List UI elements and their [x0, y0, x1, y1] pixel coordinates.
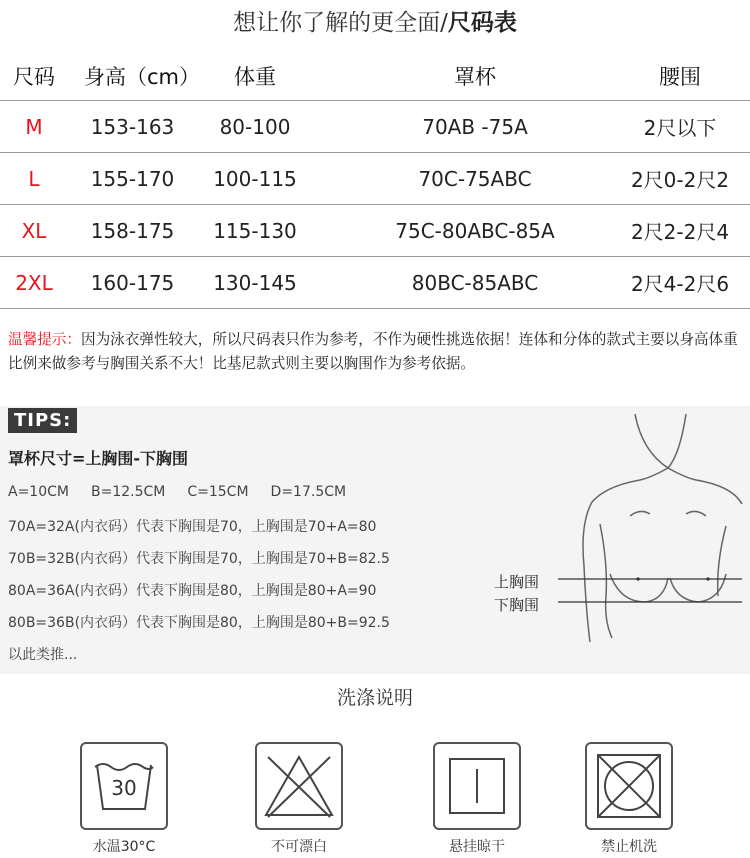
table-row: [0, 257, 750, 309]
weight-cell: 130-145: [213, 270, 297, 295]
weight-cell: 100-115: [213, 166, 297, 191]
cup-cell: 80BC-85ABC: [411, 270, 539, 295]
no-tumble-dry-icon: [585, 742, 673, 830]
body-measurement-figure: [480, 406, 750, 674]
cup-sizes: [8, 484, 346, 500]
wash-30-icon: [80, 742, 168, 830]
table-row: [0, 101, 750, 153]
notice-label: 温馨提示：: [8, 331, 81, 348]
height-cell: 155-170: [90, 166, 175, 191]
waist-cell: 2尺以下: [643, 116, 717, 140]
size-cell: M: [25, 114, 43, 139]
wash-title: 洗涤说明: [336, 687, 413, 709]
torso-outline-icon: [480, 406, 750, 674]
waist-cell: 2尺4-2尺6: [630, 272, 730, 296]
tips-line: 以此类推...: [8, 647, 78, 663]
cup-cell: 70C-75ABC: [418, 166, 532, 191]
wash-temp-text: 30: [111, 776, 137, 800]
wash-item: [255, 742, 343, 855]
cup-size-d: D=17.5CM: [270, 484, 347, 500]
weight-cell: 115-130: [213, 218, 297, 243]
size-table: [0, 52, 750, 309]
upper-bust-label: 上胸围: [494, 573, 540, 591]
cup-cell: 75C-80ABC-85A: [395, 218, 555, 243]
tips-label: TIPS:: [8, 408, 77, 433]
notice-text: 因为泳衣弹性较大，所以尺码表只作为参考，不作为硬性挑选依据！连体和分体的款式主要以身高体重比例来做参考与胸围关系不大！比基尼款式则主要以胸围作为参考依据。: [8, 331, 738, 372]
tips-line: 80B=36B(内衣码）代表下胸围是80，上胸围是80+B=92.5: [8, 615, 390, 631]
weight-cell: 80-100: [219, 114, 291, 139]
tips-line: 70A=32A(内衣码）代表下胸围是70，上胸围是70+A=80: [8, 519, 377, 535]
page-title: [0, 4, 750, 37]
under-bust-label: 下胸围: [494, 596, 540, 614]
tips-line: 80A=36A(内衣码）代表下胸围是80，上胸围是80+A=90: [8, 583, 377, 599]
notice: [8, 328, 748, 376]
table-row: [0, 205, 750, 257]
cup-size-b: B=12.5CM: [90, 484, 166, 500]
col-header-waist: 腰围: [659, 65, 701, 89]
wash-label: 水温30°C: [92, 839, 156, 855]
tips-panel: [0, 406, 750, 674]
size-cell: 2XL: [15, 270, 53, 295]
tips-line: 70B=32B(内衣码）代表下胸围是70，上胸围是70+B=82.5: [8, 551, 390, 567]
title-normal: 想让你了解的更全面/: [233, 10, 448, 36]
col-header-cup: 罩杯: [454, 65, 496, 89]
height-cell: 153-163: [90, 114, 175, 139]
size-cell: L: [28, 166, 40, 191]
cup-size-a: A=10CM: [8, 484, 69, 500]
wash-label: 禁止机洗: [601, 839, 657, 855]
col-header-weight: 体重: [234, 65, 276, 89]
table-header: [0, 52, 750, 101]
wash-label: 悬挂晾干: [449, 839, 505, 855]
title-bold: 尺码表: [447, 10, 517, 36]
wash-item: [433, 742, 521, 855]
waist-cell: 2尺2-2尺4: [630, 220, 730, 244]
line-dry-icon: [433, 742, 521, 830]
cup-size-c: C=15CM: [187, 484, 249, 500]
height-cell: 158-175: [90, 218, 175, 243]
col-header-size: 尺码: [13, 65, 55, 89]
cup-cell: 70AB -75A: [422, 114, 528, 139]
wash-item: [80, 742, 168, 855]
height-cell: 160-175: [90, 270, 175, 295]
col-header-height: 身高（cm）: [84, 65, 201, 89]
waist-cell: 2尺0-2尺2: [630, 168, 730, 192]
table-row: [0, 153, 750, 205]
wash-label: 不可漂白: [271, 839, 327, 855]
no-bleach-icon: [255, 742, 343, 830]
size-cell: XL: [21, 218, 47, 243]
cup-formula: 罩杯尺寸=上胸围-下胸围: [8, 449, 189, 468]
wash-item: [585, 742, 673, 855]
